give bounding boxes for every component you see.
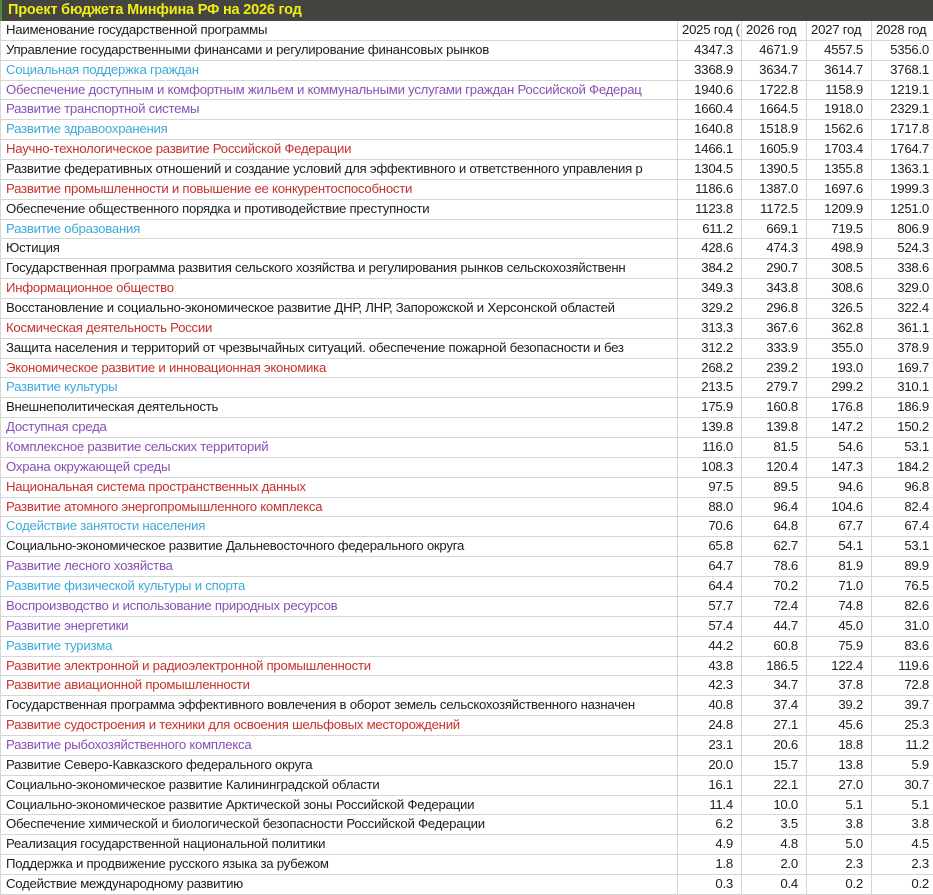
header-row [0, 21, 933, 41]
value-cell-2028[interactable]: 76.5 [904, 578, 929, 594]
value-cell-2025[interactable]: 213.5 [678, 378, 742, 397]
value-cell-2028[interactable]: 5356.0 [890, 41, 929, 57]
table-row[interactable] [0, 120, 933, 140]
value-cell-2026[interactable]: 3.5 [742, 815, 807, 834]
table-row[interactable] [0, 597, 933, 617]
program-name-cell[interactable]: Доступная среда [1, 418, 678, 437]
value-cell-2027[interactable]: 1918.0 [807, 100, 872, 119]
value-cell-2028[interactable]: 806.9 [897, 220, 929, 236]
value-cell-2025[interactable]: 24.8 [678, 716, 742, 735]
value-cell-2027[interactable]: 3614.7 [807, 61, 872, 80]
value-cell-2025[interactable]: 97.5 [678, 478, 742, 497]
value-cell-2026[interactable]: 70.2 [742, 577, 807, 596]
value-cell-2026[interactable]: 64.8 [742, 517, 807, 536]
value-cell-2025[interactable]: 11.4 [678, 796, 742, 815]
table-row[interactable] [0, 398, 933, 418]
program-name-cell[interactable]: Развитие промышленности и повышение ее конкурентоспособности [1, 180, 678, 199]
value-cell-2027[interactable]: 5.0 [807, 835, 872, 854]
value-cell-2026[interactable]: 10.0 [742, 796, 807, 815]
value-cell-2026[interactable]: 96.4 [742, 498, 807, 517]
value-cell-2026[interactable]: 81.5 [742, 438, 807, 457]
program-name-cell[interactable]: Государственная программа эффективного вовлечения в оборот земель сельскохозяйственного назначен [1, 696, 678, 715]
program-name-cell[interactable]: Внешнеполитическая деятельность [1, 398, 678, 417]
value-cell-2025[interactable]: 4.9 [678, 835, 742, 854]
program-name-cell[interactable]: Защита населения и территорий от чрезвычайных ситуаций. обеспечение пожарной безопасности и без [1, 339, 678, 358]
column-header-program-name[interactable]: Наименование государственной программы [1, 21, 678, 40]
value-cell-2027[interactable]: 2.3 [807, 855, 872, 874]
table-row[interactable] [0, 140, 933, 160]
table-row[interactable] [0, 875, 933, 895]
value-cell-2025[interactable]: 312.2 [678, 339, 742, 358]
table-row[interactable] [0, 259, 933, 279]
value-cell-2027[interactable]: 71.0 [807, 577, 872, 596]
value-cell-2025[interactable]: 65.8 [678, 537, 742, 556]
table-row[interactable] [0, 180, 933, 200]
value-cell-2027[interactable]: 498.9 [807, 239, 872, 258]
program-name-cell[interactable]: Развитие транспортной системы [1, 100, 678, 119]
value-cell-2028[interactable]: 1999.3 [890, 180, 929, 196]
value-cell-2025[interactable]: 1123.8 [678, 200, 742, 219]
program-name-cell[interactable]: Развитие образования [1, 220, 678, 239]
program-name-cell[interactable]: Развитие туризма [1, 637, 678, 656]
column-header-2027[interactable]: 2027 год [807, 21, 872, 40]
value-cell-2028[interactable]: 3.8 [911, 816, 929, 832]
value-cell-2028[interactable]: 67.4 [904, 518, 929, 534]
value-cell-2027[interactable]: 13.8 [807, 756, 872, 775]
value-cell-2026[interactable]: 139.8 [742, 418, 807, 437]
value-cell-2026[interactable]: 120.4 [742, 458, 807, 477]
value-cell-2028[interactable]: 186.9 [897, 399, 929, 415]
program-name-cell[interactable]: Государственная программа развития сельского хозяйства и регулирования рынков сельскохозяйственн [1, 259, 678, 278]
table-row[interactable] [0, 637, 933, 657]
value-cell-2025[interactable]: 1186.6 [678, 180, 742, 199]
value-cell-2027[interactable]: 18.8 [807, 736, 872, 755]
program-name-cell[interactable]: Развитие физической культуры и спорта [1, 577, 678, 596]
value-cell-2025[interactable]: 108.3 [678, 458, 742, 477]
value-cell-2028[interactable]: 329.0 [897, 280, 929, 296]
table-row[interactable] [0, 478, 933, 498]
value-cell-2026[interactable]: 1664.5 [742, 100, 807, 119]
value-cell-2028[interactable]: 150.2 [897, 419, 929, 435]
value-cell-2026[interactable]: 1722.8 [742, 81, 807, 100]
value-cell-2026[interactable]: 290.7 [742, 259, 807, 278]
value-cell-2025[interactable]: 268.2 [678, 359, 742, 378]
value-cell-2028[interactable]: 310.1 [897, 379, 929, 395]
value-cell-2026[interactable]: 186.5 [742, 657, 807, 676]
value-cell-2025[interactable]: 64.4 [678, 577, 742, 596]
value-cell-2025[interactable]: 1660.4 [678, 100, 742, 119]
table-row[interactable] [0, 498, 933, 518]
value-cell-2027[interactable]: 1158.9 [807, 81, 872, 100]
value-cell-2026[interactable]: 1518.9 [742, 120, 807, 139]
program-name-cell[interactable]: Поддержка и продвижение русского языка за рубежом [1, 855, 678, 874]
table-row[interactable] [0, 438, 933, 458]
column-header-2028[interactable]: 2028 год [876, 22, 927, 37]
table-body [0, 41, 933, 895]
table-row[interactable] [0, 517, 933, 537]
value-cell-2026[interactable]: 1390.5 [742, 160, 807, 179]
program-name-cell[interactable]: Экономическое развитие и инновационная экономика [1, 359, 678, 378]
table-row[interactable] [0, 617, 933, 637]
value-cell-2027[interactable]: 193.0 [807, 359, 872, 378]
value-cell-2027[interactable]: 94.6 [807, 478, 872, 497]
value-cell-2026[interactable]: 78.6 [742, 557, 807, 576]
value-cell-2028[interactable]: 39.7 [904, 697, 929, 713]
value-cell-2026[interactable]: 2.0 [742, 855, 807, 874]
table-row[interactable] [0, 319, 933, 339]
value-cell-2025[interactable]: 6.2 [678, 815, 742, 834]
value-cell-2027[interactable]: 27.0 [807, 776, 872, 795]
value-cell-2027[interactable]: 355.0 [807, 339, 872, 358]
value-cell-2025[interactable]: 1.8 [678, 855, 742, 874]
program-name-cell[interactable]: Управление государственными финансами и регулирование финансовых рынков [1, 41, 678, 60]
value-cell-2025[interactable]: 428.6 [678, 239, 742, 258]
value-cell-2026[interactable]: 296.8 [742, 299, 807, 318]
value-cell-2027[interactable]: 147.2 [807, 418, 872, 437]
value-cell-2026[interactable]: 62.7 [742, 537, 807, 556]
value-cell-2025[interactable]: 20.0 [678, 756, 742, 775]
program-name-cell[interactable]: Развитие судостроения и техники для освоения шельфовых месторождений [1, 716, 678, 735]
program-name-cell[interactable]: Содействие международному развитию [1, 875, 678, 894]
table-row[interactable] [0, 418, 933, 438]
value-cell-2027[interactable]: 122.4 [807, 657, 872, 676]
table-row[interactable] [0, 557, 933, 577]
value-cell-2026[interactable]: 333.9 [742, 339, 807, 358]
value-cell-2028[interactable]: 31.0 [904, 617, 929, 633]
program-name-cell[interactable]: Восстановление и социально-экономическое развитие ДНР, ЛНР, Запорожской и Херсонской областей [1, 299, 678, 318]
table-row[interactable] [0, 378, 933, 398]
value-cell-2026[interactable]: 22.1 [742, 776, 807, 795]
value-cell-2027[interactable]: 4557.5 [807, 41, 872, 60]
value-cell-2027[interactable]: 81.9 [807, 557, 872, 576]
value-cell-2028[interactable]: 184.2 [897, 458, 929, 474]
value-cell-2028[interactable]: 3768.1 [890, 61, 929, 77]
value-cell-2026[interactable]: 669.1 [742, 220, 807, 239]
value-cell-2027[interactable]: 176.8 [807, 398, 872, 417]
value-cell-2028[interactable]: 53.1 [904, 439, 929, 455]
table-row[interactable] [0, 339, 933, 359]
program-name-cell[interactable]: Социально-экономическое развитие Арктической зоны Российской Федерации [1, 796, 678, 815]
value-cell-2025[interactable]: 349.3 [678, 279, 742, 298]
value-cell-2025[interactable]: 44.2 [678, 637, 742, 656]
value-cell-2027[interactable]: 1562.6 [807, 120, 872, 139]
value-cell-2025[interactable]: 23.1 [678, 736, 742, 755]
value-cell-2027[interactable]: 308.6 [807, 279, 872, 298]
value-cell-2025[interactable]: 57.7 [678, 597, 742, 616]
value-cell-2025[interactable]: 329.2 [678, 299, 742, 318]
value-cell-2026[interactable]: 3634.7 [742, 61, 807, 80]
column-header-2025[interactable]: 2025 год ( [678, 21, 742, 40]
value-cell-2025[interactable]: 43.8 [678, 657, 742, 676]
value-cell-2027[interactable]: 45.6 [807, 716, 872, 735]
table-row[interactable] [0, 81, 933, 101]
value-cell-2028[interactable]: 83.6 [904, 637, 929, 653]
program-name-cell[interactable]: Развитие авиационной промышленности [1, 676, 678, 695]
value-cell-2027[interactable]: 719.5 [807, 220, 872, 239]
value-cell-2028[interactable]: 4.5 [911, 836, 929, 852]
program-name-cell[interactable]: Развитие электронной и радиоэлектронной промышленности [1, 657, 678, 676]
table-title: Проект бюджета Минфина РФ на 2026 год [0, 0, 933, 21]
value-cell-2027[interactable]: 1703.4 [807, 140, 872, 159]
program-name-cell[interactable]: Содействие занятости населения [1, 517, 678, 536]
value-cell-2028[interactable]: 25.3 [904, 717, 929, 733]
value-cell-2027[interactable]: 362.8 [807, 319, 872, 338]
table-row[interactable] [0, 855, 933, 875]
value-cell-2026[interactable]: 72.4 [742, 597, 807, 616]
value-cell-2026[interactable]: 44.7 [742, 617, 807, 636]
value-cell-2025[interactable]: 88.0 [678, 498, 742, 517]
table-row[interactable] [0, 299, 933, 319]
program-name-cell[interactable]: Социально-экономическое развитие Дальневосточного федерального округа [1, 537, 678, 556]
table-row[interactable] [0, 716, 933, 736]
value-cell-2028[interactable]: 0.2 [911, 875, 929, 891]
program-name-cell[interactable]: Информационное общество [1, 279, 678, 298]
value-cell-2027[interactable]: 54.6 [807, 438, 872, 457]
value-cell-2027[interactable]: 326.5 [807, 299, 872, 318]
column-header-2026[interactable]: 2026 год [742, 21, 807, 40]
table-row[interactable] [0, 696, 933, 716]
value-cell-2025[interactable]: 3368.9 [678, 61, 742, 80]
table-row[interactable] [0, 815, 933, 835]
value-cell-2028[interactable]: 53.1 [904, 538, 929, 554]
value-cell-2027[interactable]: 5.1 [807, 796, 872, 815]
program-name-cell[interactable]: Национальная система пространственных данных [1, 478, 678, 497]
value-cell-2027[interactable]: 74.8 [807, 597, 872, 616]
value-cell-2028[interactable]: 82.4 [904, 498, 929, 514]
value-cell-2027[interactable]: 299.2 [807, 378, 872, 397]
value-cell-2025[interactable]: 1304.5 [678, 160, 742, 179]
table-row[interactable] [0, 458, 933, 478]
value-cell-2026[interactable]: 0.4 [742, 875, 807, 894]
table-row[interactable] [0, 537, 933, 557]
value-cell-2025[interactable]: 116.0 [678, 438, 742, 457]
value-cell-2025[interactable]: 611.2 [678, 220, 742, 239]
value-cell-2025[interactable]: 1640.8 [678, 120, 742, 139]
value-cell-2025[interactable]: 313.3 [678, 319, 742, 338]
program-name-cell[interactable]: Охрана окружающей среды [1, 458, 678, 477]
value-cell-2028[interactable]: 1764.7 [890, 141, 929, 157]
value-cell-2027[interactable]: 147.3 [807, 458, 872, 477]
value-cell-2028[interactable]: 1363.1 [890, 161, 929, 177]
value-cell-2027[interactable]: 67.7 [807, 517, 872, 536]
table-row[interactable] [0, 835, 933, 855]
value-cell-2026[interactable]: 37.4 [742, 696, 807, 715]
value-cell-2028[interactable]: 169.7 [897, 359, 929, 375]
table-row[interactable] [0, 160, 933, 180]
value-cell-2026[interactable]: 474.3 [742, 239, 807, 258]
table-row[interactable] [0, 796, 933, 816]
value-cell-2026[interactable]: 4.8 [742, 835, 807, 854]
value-cell-2026[interactable]: 27.1 [742, 716, 807, 735]
value-cell-2025[interactable]: 175.9 [678, 398, 742, 417]
program-name-cell[interactable]: Социальная поддержка граждан [1, 61, 678, 80]
value-cell-2027[interactable]: 54.1 [807, 537, 872, 556]
value-cell-2026[interactable]: 279.7 [742, 378, 807, 397]
value-cell-2028[interactable]: 338.6 [897, 260, 929, 276]
value-cell-2026[interactable]: 343.8 [742, 279, 807, 298]
value-cell-2027[interactable]: 0.2 [807, 875, 872, 894]
value-cell-2026[interactable]: 89.5 [742, 478, 807, 497]
value-cell-2027[interactable]: 1209.9 [807, 200, 872, 219]
value-cell-2025[interactable]: 4347.3 [678, 41, 742, 60]
program-name-cell[interactable]: Развитие рыбохозяйственного комплекса [1, 736, 678, 755]
value-cell-2028[interactable]: 524.3 [897, 240, 929, 256]
program-name-cell[interactable]: Развитие здравоохранения [1, 120, 678, 139]
value-cell-2027[interactable]: 45.0 [807, 617, 872, 636]
value-cell-2025[interactable]: 57.4 [678, 617, 742, 636]
table-row[interactable] [0, 736, 933, 756]
value-cell-2025[interactable]: 0.3 [678, 875, 742, 894]
value-cell-2026[interactable]: 1605.9 [742, 140, 807, 159]
table-row[interactable] [0, 359, 933, 379]
value-cell-2025[interactable]: 139.8 [678, 418, 742, 437]
value-cell-2026[interactable]: 60.8 [742, 637, 807, 656]
program-name-cell[interactable]: Обеспечение химической и биологической безопасности Российской Федерации [1, 815, 678, 834]
program-name-cell[interactable]: Воспроизводство и использование природных ресурсов [1, 597, 678, 616]
value-cell-2027[interactable]: 75.9 [807, 637, 872, 656]
value-cell-2027[interactable]: 308.5 [807, 259, 872, 278]
value-cell-2025[interactable]: 42.3 [678, 676, 742, 695]
program-name-cell[interactable]: Юстиция [1, 239, 678, 258]
table-row[interactable] [0, 657, 933, 677]
value-cell-2025[interactable]: 16.1 [678, 776, 742, 795]
program-name-cell[interactable]: Развитие энергетики [1, 617, 678, 636]
program-name-cell[interactable]: Развитие Северо-Кавказского федерального округа [1, 756, 678, 775]
value-cell-2028[interactable]: 1717.8 [890, 121, 929, 137]
table-row[interactable] [0, 279, 933, 299]
value-cell-2025[interactable]: 1940.6 [678, 81, 742, 100]
value-cell-2028[interactable]: 322.4 [897, 300, 929, 316]
value-cell-2028[interactable]: 119.6 [898, 657, 929, 673]
table-row[interactable] [0, 239, 933, 259]
value-cell-2026[interactable]: 367.6 [742, 319, 807, 338]
value-cell-2026[interactable]: 239.2 [742, 359, 807, 378]
value-cell-2028[interactable]: 72.8 [904, 677, 929, 693]
value-cell-2027[interactable]: 1697.6 [807, 180, 872, 199]
table-row[interactable] [0, 577, 933, 597]
value-cell-2027[interactable]: 37.8 [807, 676, 872, 695]
value-cell-2025[interactable]: 64.7 [678, 557, 742, 576]
value-cell-2027[interactable]: 3.8 [807, 815, 872, 834]
table-row[interactable] [0, 200, 933, 220]
value-cell-2027[interactable]: 1355.8 [807, 160, 872, 179]
program-name-cell[interactable]: Комплексное развитие сельских территорий [1, 438, 678, 457]
value-cell-2028[interactable]: 11.2 [905, 736, 929, 752]
value-cell-2028[interactable]: 361.1 [897, 319, 929, 335]
value-cell-2025[interactable]: 384.2 [678, 259, 742, 278]
program-name-cell[interactable]: Обеспечение общественного порядка и противодействие преступности [1, 200, 678, 219]
value-cell-2027[interactable]: 39.2 [807, 696, 872, 715]
program-name-cell[interactable]: Научно-технологическое развитие Российской Федерации [1, 140, 678, 159]
value-cell-2026[interactable]: 1387.0 [742, 180, 807, 199]
table-row[interactable] [0, 100, 933, 120]
value-cell-2028[interactable]: 378.9 [897, 339, 929, 355]
value-cell-2028[interactable]: 96.8 [904, 478, 929, 494]
value-cell-2028[interactable]: 5.1 [911, 796, 929, 812]
program-name-cell[interactable]: Развитие федеративных отношений и создание условий для эффективного и ответственного управления р [1, 160, 678, 179]
value-cell-2025[interactable]: 40.8 [678, 696, 742, 715]
value-cell-2027[interactable]: 104.6 [807, 498, 872, 517]
value-cell-2025[interactable]: 1466.1 [678, 140, 742, 159]
table-row[interactable] [0, 41, 933, 61]
program-name-cell[interactable]: Космическая деятельность России [1, 319, 678, 338]
value-cell-2026[interactable]: 1172.5 [742, 200, 807, 219]
program-name-cell[interactable]: Развитие атомного энергопромышленного комплекса [1, 498, 678, 517]
program-name-cell[interactable]: Развитие культуры [1, 378, 678, 397]
value-cell-2028[interactable]: 1251.0 [890, 200, 929, 216]
value-cell-2028[interactable]: 89.9 [904, 558, 929, 574]
value-cell-2028[interactable]: 2329.1 [890, 101, 929, 117]
value-cell-2026[interactable]: 34.7 [742, 676, 807, 695]
value-cell-2028[interactable]: 2.3 [911, 856, 929, 872]
program-name-cell[interactable]: Реализация государственной национальной политики [1, 835, 678, 854]
program-name-cell[interactable]: Обеспечение доступным и комфортным жильем и коммунальными услугами граждан Российской Федерац [1, 81, 678, 100]
program-name-cell[interactable]: Социально-экономическое развитие Калининградской области [1, 776, 678, 795]
value-cell-2028[interactable]: 30.7 [904, 776, 929, 792]
value-cell-2026[interactable]: 4671.9 [742, 41, 807, 60]
program-name-cell[interactable]: Развитие лесного хозяйства [1, 557, 678, 576]
value-cell-2028[interactable]: 5.9 [911, 756, 929, 772]
table-row[interactable] [0, 676, 933, 696]
table-row[interactable] [0, 756, 933, 776]
value-cell-2028[interactable]: 1219.1 [890, 81, 929, 97]
table-row[interactable] [0, 220, 933, 240]
table-row[interactable] [0, 61, 933, 81]
value-cell-2026[interactable]: 15.7 [742, 756, 807, 775]
value-cell-2026[interactable]: 160.8 [742, 398, 807, 417]
table-row[interactable] [0, 776, 933, 796]
value-cell-2026[interactable]: 20.6 [742, 736, 807, 755]
value-cell-2025[interactable]: 70.6 [678, 517, 742, 536]
value-cell-2028[interactable]: 82.6 [904, 597, 929, 613]
